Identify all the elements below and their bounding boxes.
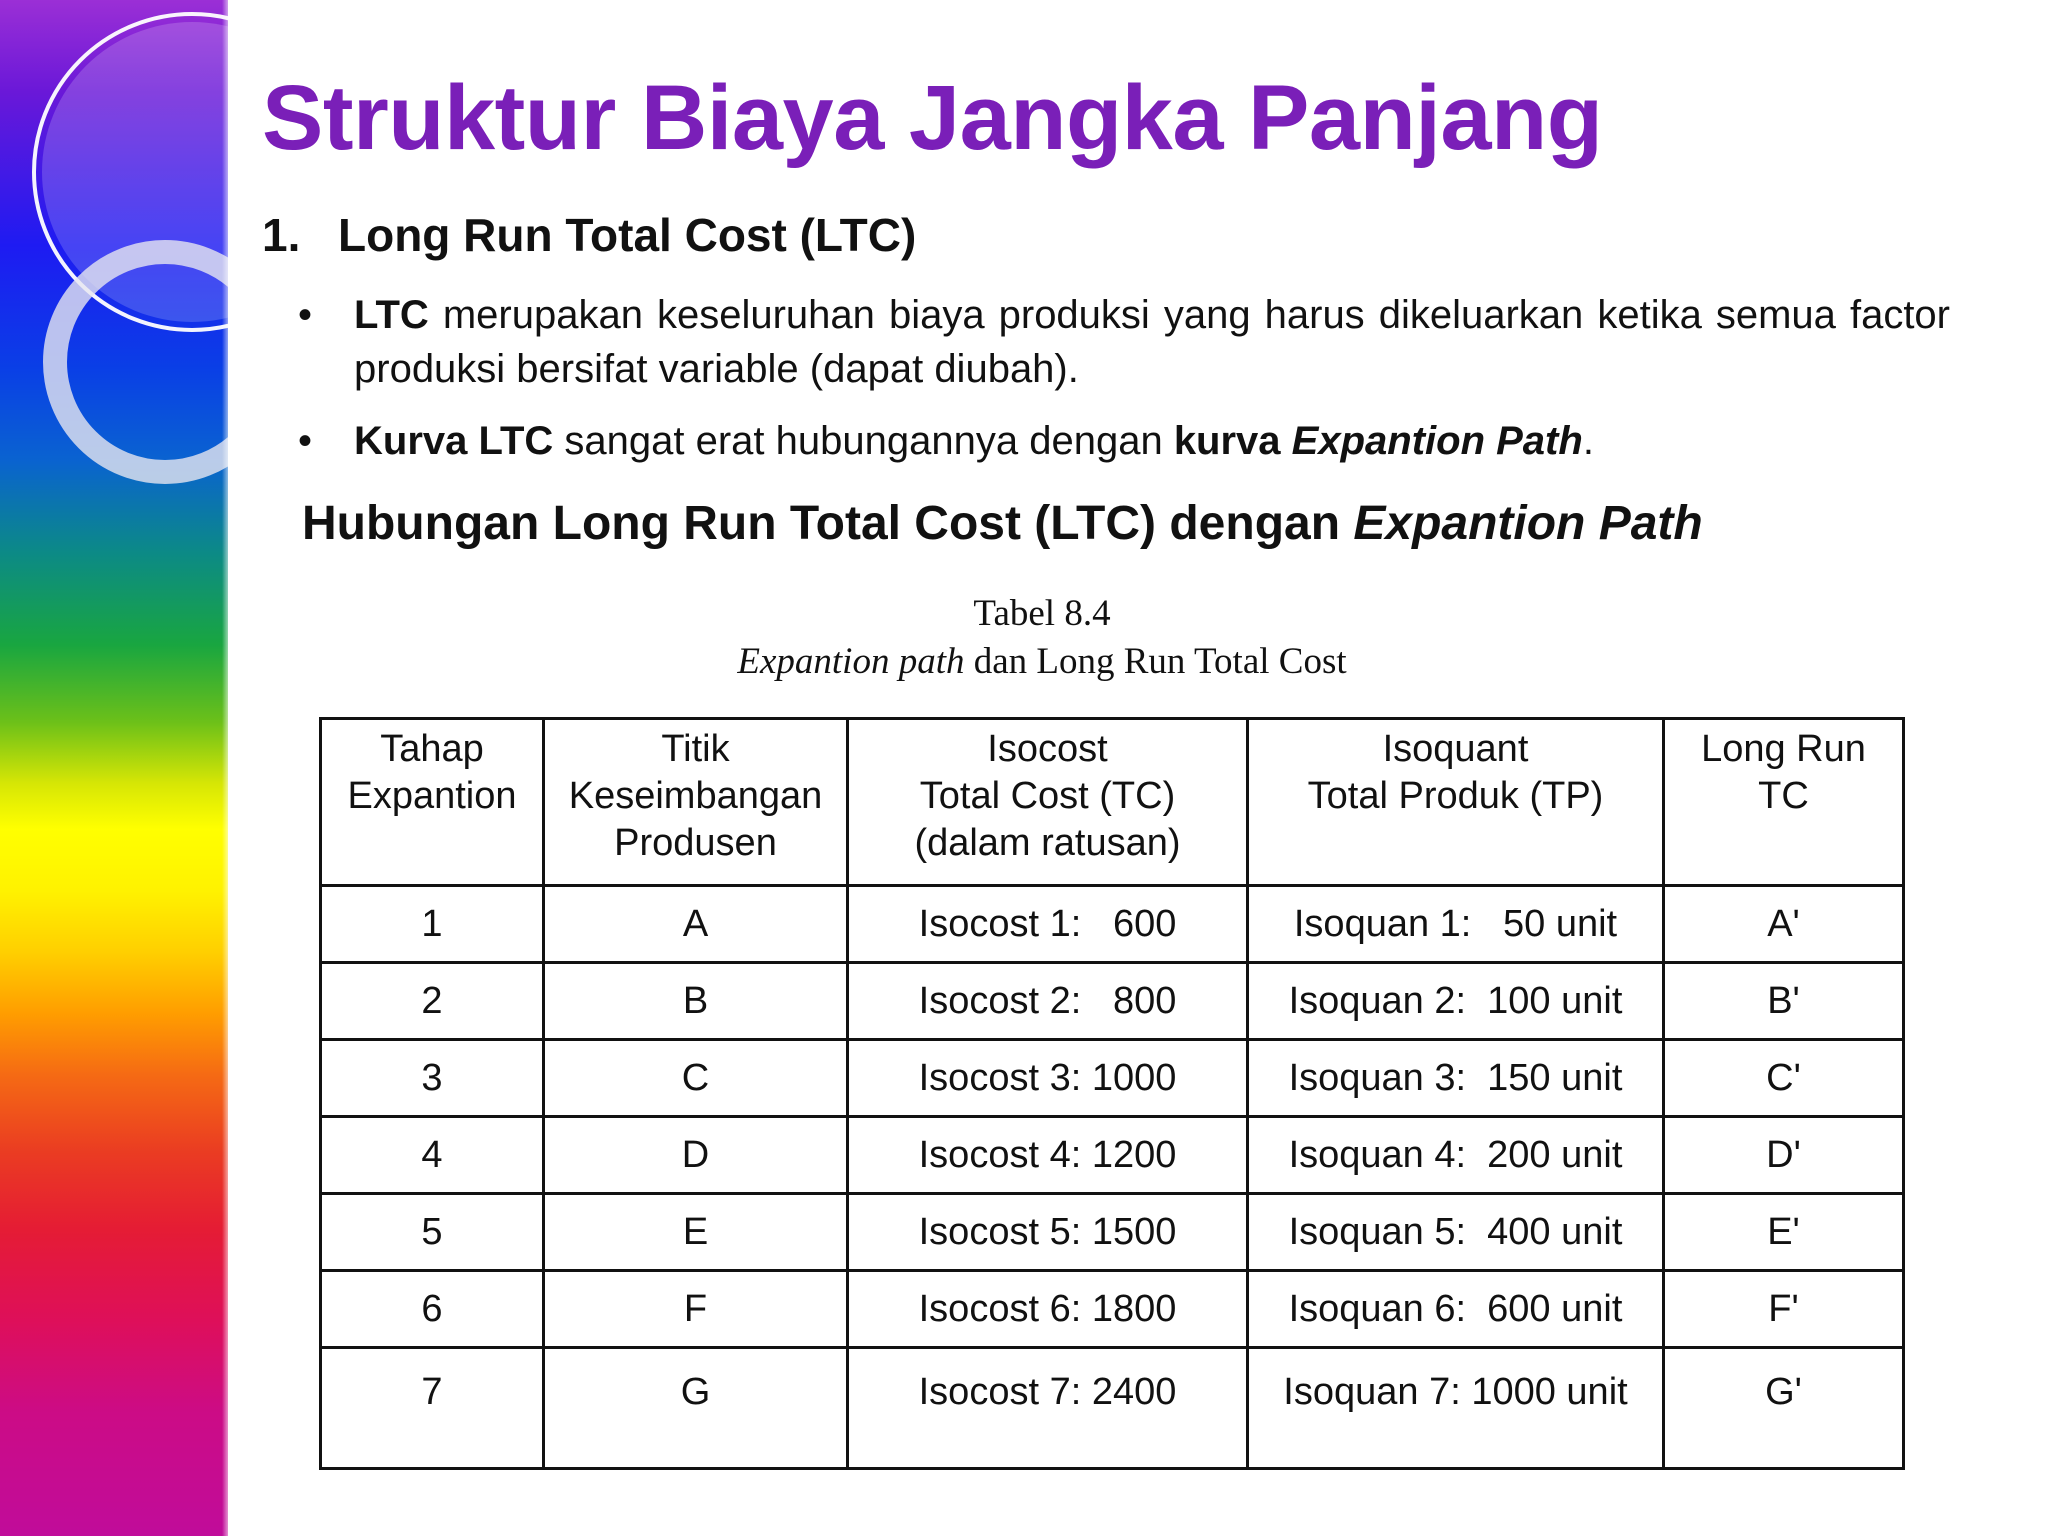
section-label: Long Run Total Cost (LTC) [338, 209, 917, 261]
cell-titik: F [544, 1271, 848, 1348]
table-row [321, 1194, 1904, 1271]
section-heading [262, 208, 916, 262]
heading-italic: Expantion Path [1353, 497, 1703, 550]
bullet-text [354, 288, 1950, 396]
section-number: 1. [262, 209, 301, 261]
table-caption-title [262, 640, 1822, 683]
table-row [321, 1271, 1904, 1348]
decorative-circles [0, 0, 228, 1536]
cell-isocost: Isocost 5: 1500 [848, 1194, 1248, 1271]
table-row [321, 1348, 1904, 1469]
cell-ltc: F' [1664, 1271, 1904, 1348]
bullet-bold-italic-term: Expantion Path [1291, 419, 1583, 463]
bullet-bold-term: kurva [1173, 419, 1292, 463]
cell-ltc: B' [1664, 963, 1904, 1040]
bullet-dot: • [298, 419, 313, 463]
table-caption-number: Tabel 8.4 [973, 593, 1111, 634]
expansion-path-table [319, 717, 1905, 1470]
header-titik-keseimbangan: Titik Keseimbangan Produsen [544, 719, 848, 886]
header-isoquant: Isoquant Total Produk (TP) [1248, 719, 1664, 886]
large-translucent-circle [42, 22, 228, 322]
cell-ltc: D' [1664, 1117, 1904, 1194]
cell-tahap: 3 [321, 1040, 544, 1117]
cell-isoquant: Isoquan 3: 150 unit [1248, 1040, 1664, 1117]
cell-isocost: Isocost 3: 1000 [848, 1040, 1248, 1117]
cell-isoquant: Isoquan 5: 400 unit [1248, 1194, 1664, 1271]
bullet-ltc-definition [298, 288, 1950, 396]
table-header-row [321, 719, 1904, 886]
cell-tahap: 5 [321, 1194, 544, 1271]
cell-titik: D [544, 1117, 848, 1194]
table-row [321, 1040, 1904, 1117]
table-row [321, 963, 1904, 1040]
bullet-dot: • [298, 293, 313, 337]
cell-tahap: 6 [321, 1271, 544, 1348]
cell-titik: C [544, 1040, 848, 1117]
cell-ltc: G' [1664, 1348, 1904, 1469]
cell-tahap: 4 [321, 1117, 544, 1194]
bullet-bold-lead: Kurva LTC [354, 419, 554, 463]
bullet-bold-lead: LTC [354, 293, 429, 337]
cell-isocost: Isocost 1: 600 [848, 886, 1248, 963]
cell-tahap: 7 [321, 1348, 544, 1469]
cell-tahap: 2 [321, 963, 544, 1040]
cell-titik: A [544, 886, 848, 963]
sidebar-edge-highlight [222, 0, 228, 1536]
cell-isocost: Isocost 4: 1200 [848, 1117, 1248, 1194]
slide-title: Struktur Biaya Jangka Panjang [262, 67, 1603, 169]
header-long-run-tc: Long Run TC [1664, 719, 1904, 886]
cell-ltc: A' [1664, 886, 1904, 963]
cell-isocost: Isocost 7: 2400 [848, 1348, 1248, 1469]
rainbow-sidebar [0, 0, 228, 1536]
cell-tahap: 1 [321, 886, 544, 963]
cell-ltc: C' [1664, 1040, 1904, 1117]
bullet-end: . [1582, 419, 1594, 463]
cell-isoquant: Isoquan 4: 200 unit [1248, 1117, 1664, 1194]
header-isocost: Isocost Total Cost (TC) (dalam ratusan) [848, 719, 1248, 886]
cell-ltc: E' [1664, 1194, 1904, 1271]
cell-isoquant: Isoquan 6: 600 unit [1248, 1271, 1664, 1348]
bullet-body: sangat erat hubungannya dengan [553, 419, 1174, 463]
bullet-body: merupakan keseluruhan biaya produksi yang harus dikeluarkan ketika semua factor produksi bersifat variable (dapat diubah). [354, 293, 1950, 391]
cell-isoquant: Isoquan 2: 100 unit [1248, 963, 1664, 1040]
cell-isocost: Isocost 6: 1800 [848, 1271, 1248, 1348]
caption-italic: Expantion path [737, 641, 965, 682]
caption-rest: dan Long Run Total Cost [964, 641, 1347, 682]
header-tahap-expantion: Tahap Expantion [321, 719, 544, 886]
heading-plain: Hubungan Long Run Total Cost (LTC) dengan [302, 497, 1354, 550]
subsection-heading [302, 496, 1703, 551]
cell-titik: G [544, 1348, 848, 1469]
bullet-ltc-curve [298, 414, 1950, 468]
cell-isocost: Isocost 2: 800 [848, 963, 1248, 1040]
cell-isoquant: Isoquan 1: 50 unit [1248, 886, 1664, 963]
table-row [321, 1117, 1904, 1194]
cell-isoquant: Isoquan 7: 1000 unit [1248, 1348, 1664, 1469]
table-row [321, 886, 1904, 963]
cell-titik: E [544, 1194, 848, 1271]
bullet-text [354, 414, 1950, 468]
cell-titik: B [544, 963, 848, 1040]
